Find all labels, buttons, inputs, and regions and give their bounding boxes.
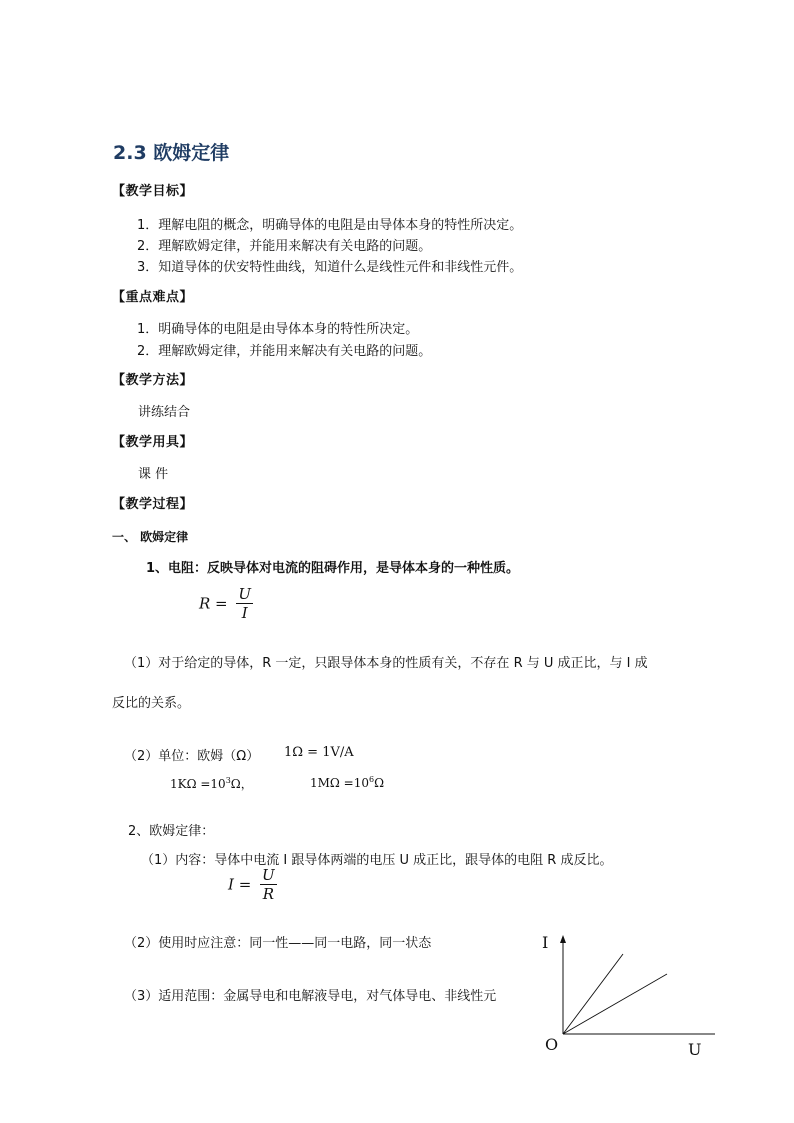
formula2-numerator: U [262, 866, 275, 884]
note2-unit: （2）单位：欧姆（Ω） [124, 749, 260, 764]
graph-origin-label: O [545, 1035, 559, 1054]
graph-line-shallow [563, 974, 667, 1034]
note1-line1: （1）对于给定的导体，R 一定，只跟导体本身的性质有关，不存在 R 与 U 成正比，与 I 成 [124, 656, 648, 671]
section-key-points: 【重点难点】 [112, 290, 194, 305]
law-note-3: （3）适用范围：金属导电和电解液导电，对气体导电、非线性元 [124, 989, 497, 1004]
unit-kilo-base: 1KΩ =10 [170, 777, 226, 791]
law-note-2: （2）使用时应注意：同一性——同一电路，同一状态 [124, 936, 432, 951]
section-teaching-tools: 【教学用具】 [112, 435, 194, 450]
method-text: 讲练结合 [138, 405, 191, 420]
goal-item-1: 1．理解电阻的概念，明确导体的电阻是由导体本身的特性所决定。 [137, 218, 523, 233]
formula-ohms-law [228, 866, 277, 903]
keypoint-item-2: 2．理解欧姆定律，并能用来解决有关电路的问题。 [137, 344, 432, 359]
part1-heading: 一、 欧姆定律 [112, 530, 189, 544]
section-teaching-method: 【教学方法】 [112, 373, 194, 388]
note1-line2: 反比的关系。 [112, 696, 191, 711]
unit-kilo-exp: 3 [225, 776, 231, 785]
formula2-lhs: I = [228, 875, 252, 894]
graph-line-steep [563, 954, 623, 1034]
formula-denominator: I [241, 604, 248, 622]
keypoint-item-1: 1．明确导体的电阻是由导体本身的特性所决定。 [137, 322, 419, 337]
formula-numerator: U [238, 585, 252, 603]
formula-fraction [236, 585, 253, 622]
section-teaching-goals: 【教学目标】 [112, 184, 194, 199]
unit-mega-base: 1MΩ =10 [310, 776, 370, 790]
unit-mega-exp: 6 [369, 775, 375, 784]
section-teaching-process: 【教学过程】 [112, 497, 194, 512]
goal-item-3: 3．知道导体的伏安特性曲线，知道什么是线性元件和非线性元件。 [137, 260, 523, 275]
graph-x-label: U [688, 1040, 702, 1059]
unit-kilo-ohm [170, 775, 253, 792]
formula2-denominator: R [262, 885, 275, 903]
unit-mega-tail: Ω [374, 776, 385, 790]
graph-y-arrow [560, 935, 566, 943]
formula-resistance [199, 585, 253, 622]
graph-y-label: I [542, 933, 549, 952]
formula-lhs: R = [199, 594, 228, 613]
goal-item-2: 2．理解欧姆定律，并能用来解决有关电路的问题。 [137, 239, 432, 254]
formula2-fraction [260, 866, 277, 903]
unit-kilo-tail: Ω， [230, 777, 253, 791]
note2-equation: 1Ω = 1V/A [284, 745, 354, 760]
law-content: （1）内容：导体中电流 I 跟导体两端的电压 U 成正比，跟导体的电阻 R 成反比。 [141, 853, 613, 868]
law-heading: 2、欧姆定律： [128, 824, 215, 839]
tools-text: 课 件 [138, 467, 169, 482]
unit-mega-ohm [310, 775, 384, 790]
page-title: 2.3 欧姆定律 [113, 142, 230, 164]
resistance-heading: 1、电阻：反映导体对电流的阻碍作用，是导体本身的一种性质。 [146, 561, 520, 576]
